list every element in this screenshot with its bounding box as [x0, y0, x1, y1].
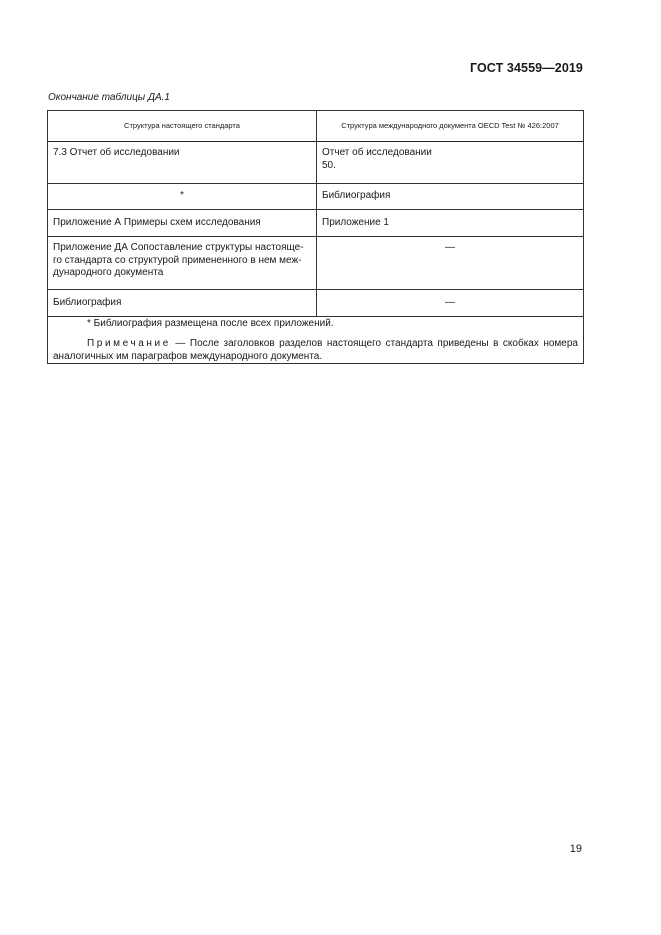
- table-footer: [48, 317, 584, 364]
- cell-international: Библиография: [317, 184, 584, 210]
- table-row: [48, 210, 584, 237]
- column-header-international: Структура международного документа OECD Test № 426:2007: [317, 111, 584, 142]
- footnote: * Библиография размещена после всех приложений.: [87, 318, 334, 329]
- document-code: ГОСТ 34559—2019: [469, 61, 583, 75]
- table-row: [48, 142, 584, 184]
- cell-national: *: [48, 184, 317, 210]
- table-row: [48, 237, 584, 290]
- cell-national: Библиография: [48, 290, 317, 317]
- cell-national: Приложение ДА Сопоставление структуры настояще-го стандарта со структурой примененного в нем меж-дународного документа: [48, 237, 317, 290]
- cell-line: Отчет об исследовании: [322, 147, 432, 158]
- cell-international: [317, 142, 584, 184]
- cell-international: —: [317, 290, 584, 317]
- column-header-national: Структура настоящего стандарта: [48, 111, 317, 142]
- cell-international: —: [317, 237, 584, 290]
- cell-line: 50.: [322, 159, 336, 171]
- table-row: [48, 184, 584, 210]
- page-number: 19: [569, 843, 582, 855]
- table-footer-row: [48, 317, 584, 364]
- note-text: — После заголовков разделов настоящего стандарта приведены в скобках номера аналогичных им параграфов международного документа.: [53, 338, 578, 362]
- note-label: Примечание: [87, 338, 171, 349]
- comparison-table: [47, 110, 584, 364]
- cell-national: 7.3 Отчет об исследовании: [48, 142, 317, 184]
- table-header-row: [48, 111, 584, 142]
- note: [53, 337, 578, 363]
- cell-national: Приложение А Примеры схем исследования: [48, 210, 317, 237]
- table-row: [48, 290, 584, 317]
- cell-international: Приложение 1: [317, 210, 584, 237]
- table-caption: Окончание таблицы ДА.1: [48, 92, 170, 103]
